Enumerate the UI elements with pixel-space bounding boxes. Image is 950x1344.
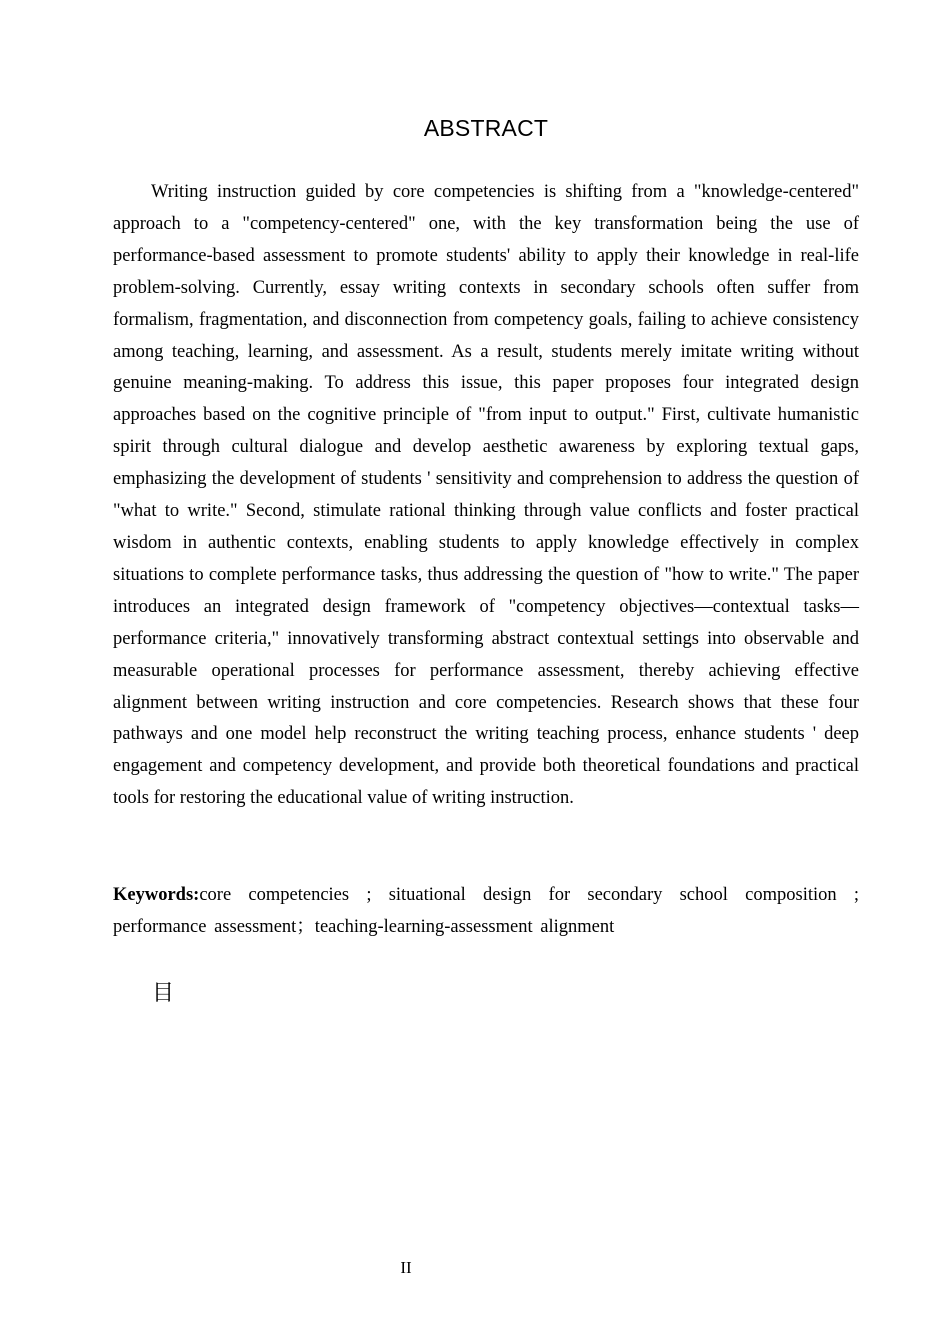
- keywords-line: [113, 880, 859, 943]
- page-number: II: [400, 1258, 412, 1277]
- abstract-paragraph: Writing instruction guided by core competencies is shifting from a "knowledge-centered" approach to a "competency-centered" one, with the key transformation being the use of performance-based assessment to promote students' ability to apply their knowledge in real-life problem-solving. Currently, essay writing contexts in secondary schools often suffer from formalism, fragmentation, and disconnection from competency goals, failing to achieve consistency among teaching, learning, and assessment. As a result, students merely imitate writing without genuine meaning-making. To address this issue, this paper proposes four integrated design approaches based on the cognitive principle of "from input to output." First, cultivate humanistic spirit through cultural dialogue and develop aesthetic awareness by exploring textual gaps, emphasizing the development of students ' sensitivity and comprehension to address the question of "what to write." Second, stimulate rational thinking through value conflicts and foster practical wisdom in authentic contexts, enabling students to apply knowledge effectively in complex situations to complete performance tasks, thus addressing the question of "how to write." The paper introduces an integrated design framework of "competency objectives—contextual tasks—performance criteria," innovatively transforming abstract contextual settings into observable and measurable operational processes for performance assessment, thereby achieving effective alignment between writing instruction and core competencies. Research shows that these four pathways and one model help reconstruct the writing teaching process, enhance students ' deep engagement and competency development, and provide both theoretical foundations and practical tools for restoring the educational value of writing instruction.: [113, 182, 859, 809]
- abstract-title: ABSTRACT: [423, 115, 549, 141]
- keywords-list: core competencies ; situational design for secondary school composition ; performance assessment；teaching-learning-assessment alignment: [113, 885, 859, 937]
- keywords-label: Keywords:: [113, 885, 200, 905]
- table-of-contents-heading-fragment: 目: [152, 981, 175, 1006]
